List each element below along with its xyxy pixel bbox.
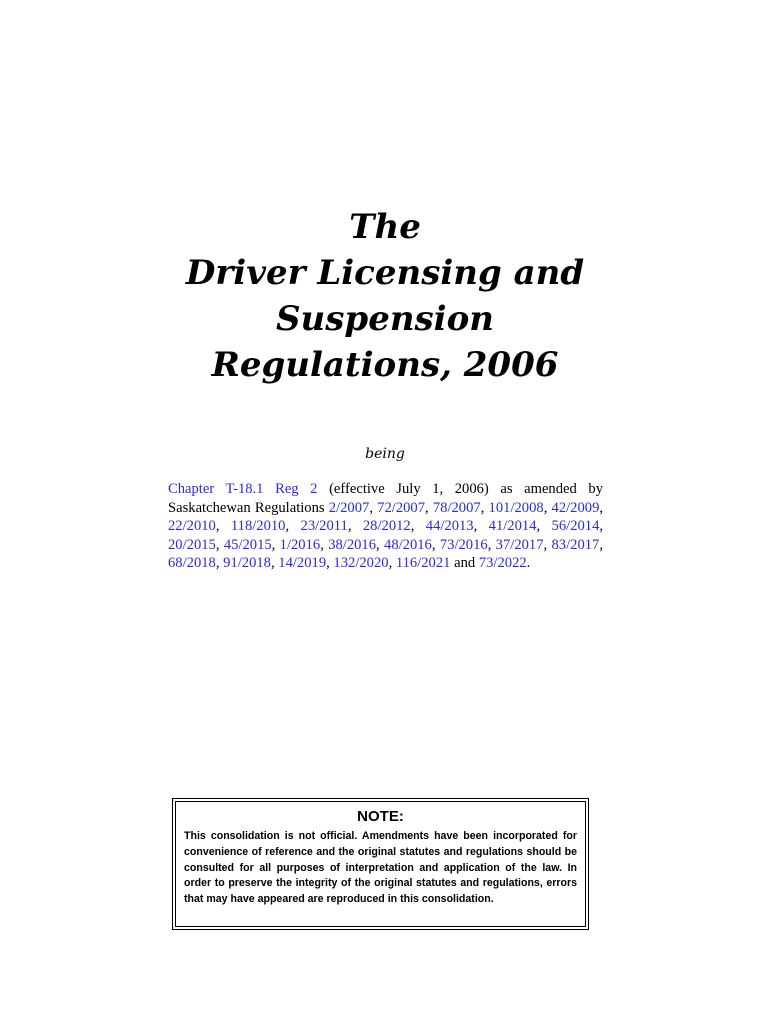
amendment-separator: , xyxy=(431,536,440,553)
amendment-separator: , xyxy=(215,536,224,553)
amendment-separator: , xyxy=(543,536,552,553)
amendment-separator: , xyxy=(388,555,396,572)
amendment-link[interactable]: 73/2016 xyxy=(439,536,488,553)
amendment-link[interactable]: 48/2016 xyxy=(384,536,432,553)
being-label: being xyxy=(365,446,405,462)
amendment-separator: , xyxy=(347,518,363,535)
amendment-separator: , xyxy=(215,555,224,572)
amendment-link[interactable]: 2/2007 xyxy=(328,499,370,516)
amendment-link[interactable]: 42/2009 xyxy=(551,499,600,516)
amendment-link[interactable]: 116/2021 xyxy=(395,555,451,572)
note-box xyxy=(172,798,589,930)
title-line-2: Driver Licensing and xyxy=(185,253,585,293)
amendment-link[interactable]: 132/2020 xyxy=(333,555,389,572)
note-heading: NOTE: xyxy=(357,808,404,825)
amendment-separator: , xyxy=(369,499,378,516)
amendment-separator: , xyxy=(536,518,552,535)
amendment-separator: , xyxy=(473,518,489,535)
amendment-separator: , xyxy=(410,518,426,535)
title-line-3: Suspension xyxy=(276,299,494,339)
amendment-separator: , xyxy=(326,555,334,572)
amendment-link[interactable]: 101/2008 xyxy=(488,499,544,516)
amendment-separator: , xyxy=(285,518,301,535)
amendment-separator: , xyxy=(270,555,279,572)
title-line-4: Regulations, 2006 xyxy=(211,345,559,385)
amendment-link[interactable]: 37/2017 xyxy=(495,536,544,553)
amendment-separator: , xyxy=(599,536,603,553)
amendment-link[interactable]: 41/2014 xyxy=(488,518,537,535)
note-inner-frame xyxy=(175,801,586,927)
amendment-separator: , xyxy=(487,536,496,553)
amendment-link[interactable]: 38/2016 xyxy=(328,536,377,553)
amendment-link[interactable]: 72/2007 xyxy=(377,499,426,516)
amendment-separator: , xyxy=(599,518,604,535)
amendment-separator: . xyxy=(526,555,531,572)
amendment-separator: , xyxy=(599,499,604,516)
amendment-link[interactable]: 1/2016 xyxy=(279,536,321,553)
amendment-link[interactable]: 78/2007 xyxy=(432,499,481,516)
amendment-separator: , xyxy=(425,499,433,516)
amendment-link[interactable]: 68/2018 xyxy=(168,555,216,572)
note-text: This consolidation is not official. Amendments have been incorporated for convenience of reference and the original statutes and regulations should be consulted for all purposes of interpretation and application of the law. In order to preserve the integrity of the original statutes and regulations, errors that may have appeared are reproduced in this consolidation. xyxy=(184,830,577,906)
amendment-link[interactable]: 14/2019 xyxy=(278,555,327,572)
document-title xyxy=(0,204,770,388)
history-intro-text: (effective July 1, 2006) as amended by Saskatchewan Regulations xyxy=(168,481,603,516)
amendment-separator: , xyxy=(215,518,231,535)
amendment-link[interactable]: 118/2010 xyxy=(230,518,286,535)
amendment-link[interactable]: 23/2011 xyxy=(300,518,348,535)
amendment-separator: , xyxy=(320,536,329,553)
amendment-link[interactable]: 45/2015 xyxy=(223,536,272,553)
amendment-link[interactable]: 56/2014 xyxy=(551,518,600,535)
chapter-link[interactable]: Chapter T-18.1 Reg 2 xyxy=(168,481,318,497)
amendment-link[interactable]: 28/2012 xyxy=(362,518,411,535)
amendment-link[interactable]: 22/2010 xyxy=(168,518,216,535)
amendment-link[interactable]: 73/2022 xyxy=(478,555,527,572)
amendment-separator: , xyxy=(543,499,552,516)
amendment-history xyxy=(168,480,603,573)
amendment-link[interactable]: 44/2013 xyxy=(425,518,474,535)
title-line-1: The xyxy=(349,207,421,247)
amendment-separator: , xyxy=(480,499,489,516)
amendment-link[interactable]: 91/2018 xyxy=(223,555,271,572)
amendment-separator: , xyxy=(376,536,385,553)
amendment-link[interactable]: 20/2015 xyxy=(168,536,216,553)
amendment-separator: and xyxy=(450,555,479,572)
amendment-separator: , xyxy=(271,536,280,553)
amendment-link[interactable]: 83/2017 xyxy=(551,536,600,553)
